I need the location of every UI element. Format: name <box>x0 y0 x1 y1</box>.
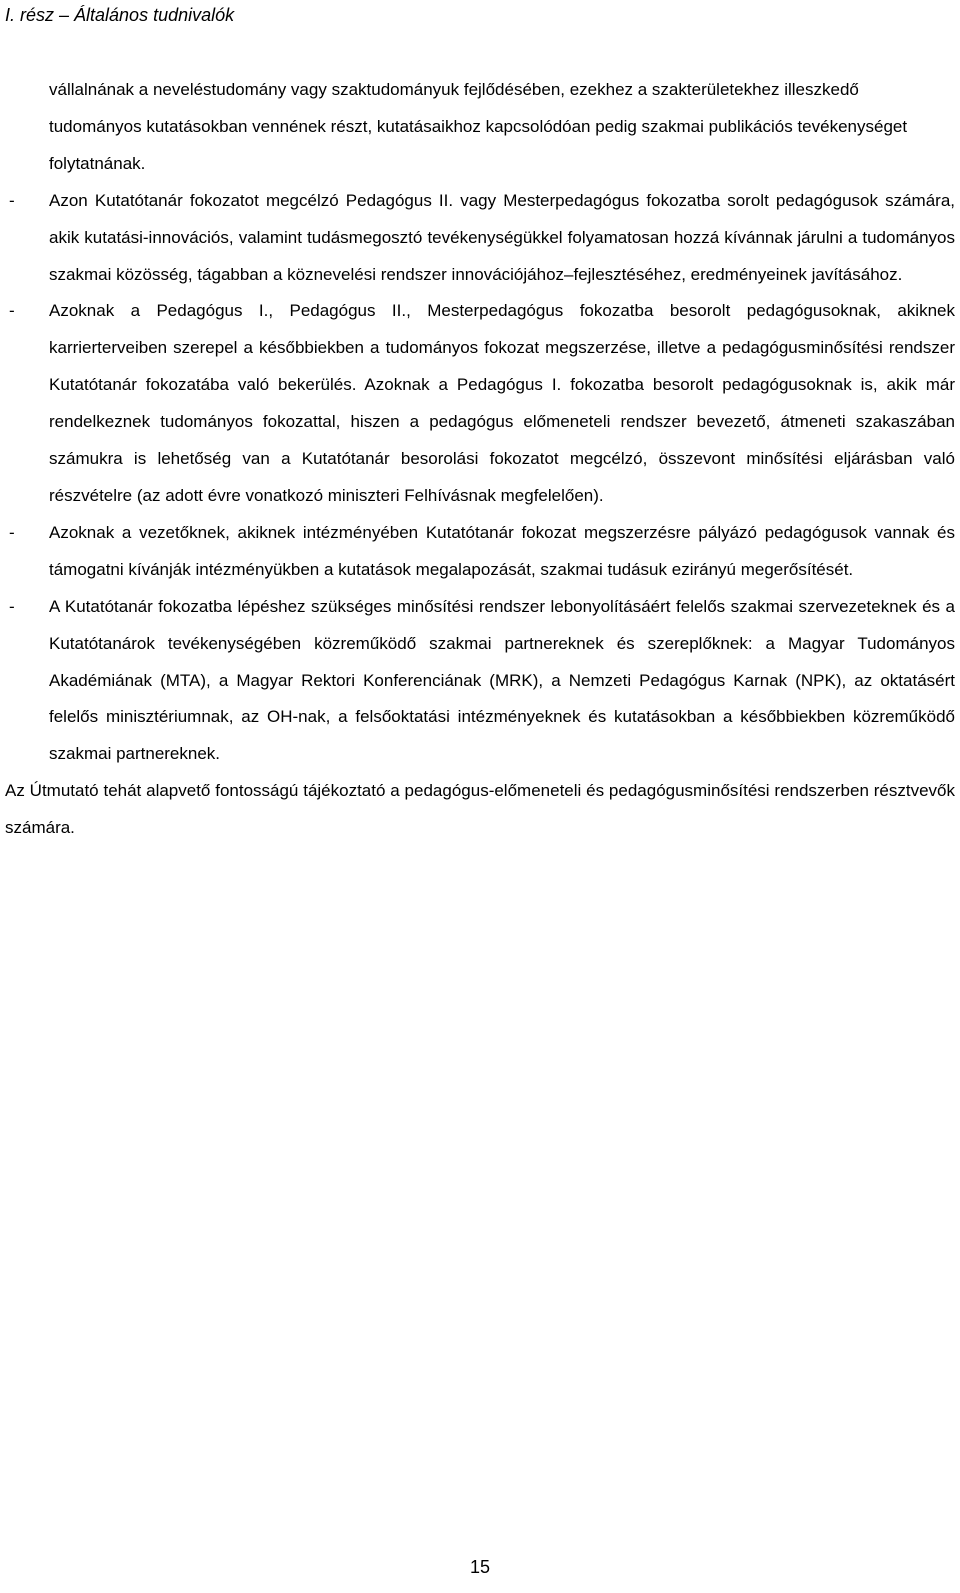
bullet-item-2 <box>5 293 955 514</box>
page-number: 15 <box>469 1557 491 1577</box>
bullet-text: A Kutatótanár fokozatba lépéshez szükséges minősítési rendszer lebonyolításáért felelős szakmai szervezeteknek és a Kutatótanárok tevékenységében közreműködő szakmai partnereknek és szereplőknek: a Magyar Tudományos Akadémiának (MTA), a Magyar Rektori Konferenciának (MRK), a Nemzeti Pedagógus Karnak (NPK), az oktatásért felelős minisztériumnak, az OH-nak, a felsőoktatási intézményeknek és kutatásokban a későbbiekben közreműködő szakmai partnereknek. <box>49 596 955 764</box>
bullet-text: Azon Kutatótanár fokozatot megcélzó Pedagógus II. vagy Mesterpedagógus fokozatba sorolt pedagógusok számára, akik kutatási-innovációs, valamint tudásmegosztó tevékenységükkel folyamatosan hozzá kívánnak járulni a tudományos szakmai közösség, tágabban a köznevelési rendszer innovációjához–fejlesztéséhez, eredményeinek javításához. <box>49 190 955 284</box>
bullet-item-3 <box>5 515 955 589</box>
bullet-item-4 <box>5 589 955 774</box>
bullet-dash: - <box>9 522 15 542</box>
bullet-text: Azoknak a vezetőknek, akiknek intézményében Kutatótanár fokozat megszerzésre pályázó pedagógusok vannak és támogatni kívánják intézményükben a kutatások megalapozását, szakmai tudásuk ezirányú megerősítését. <box>49 522 955 579</box>
continuation-paragraph: vállalnának a neveléstudomány vagy szaktudományuk fejlődésében, ezekhez a szakterületekhez illeszkedő tudományos kutatásokban vennének részt, kutatásaikhoz kapcsolódóan pedig szakmai publikációs tevékenységet folytatnának. <box>49 80 908 173</box>
bullet-dash: - <box>9 301 15 321</box>
bullet-text: Azoknak a Pedagógus I., Pedagógus II., Mesterpedagógus fokozatba besorolt pedagógusoknak, akiknek karrierterveiben szerepel a későbbiekben a tudományos fokozat megszerzése, illetve a pedagógusminősítési rendszer Kutatótanár fokozatába való bekerülés. Azoknak a Pedagógus I. fokozatba besorolt pedagógusoknak is, akik már rendelkeznek tudományos fokozattal, hiszen a pedagógus előmeneteli rendszer bevezető, átmeneti szakaszában számukra is lehetőség van a Kutatótanár besorolási fokozatot megcélzó, összevont minősítési eljárásban való részvételre (az adott évre vonatkozó miniszteri Felhívásnak megfelelően). <box>49 301 955 505</box>
bullet-dash: - <box>9 596 15 616</box>
bullet-dash: - <box>9 190 15 210</box>
document-body <box>5 72 955 847</box>
closing-paragraph: Az Útmutató tehát alapvető fontosságú tájékoztató a pedagógus-előmeneteli és pedagógusminősítési rendszerben résztvevők számára. <box>5 781 955 838</box>
running-header: I. rész – Általános tudnivalók <box>5 5 235 25</box>
bullet-item-1 <box>5 183 955 294</box>
